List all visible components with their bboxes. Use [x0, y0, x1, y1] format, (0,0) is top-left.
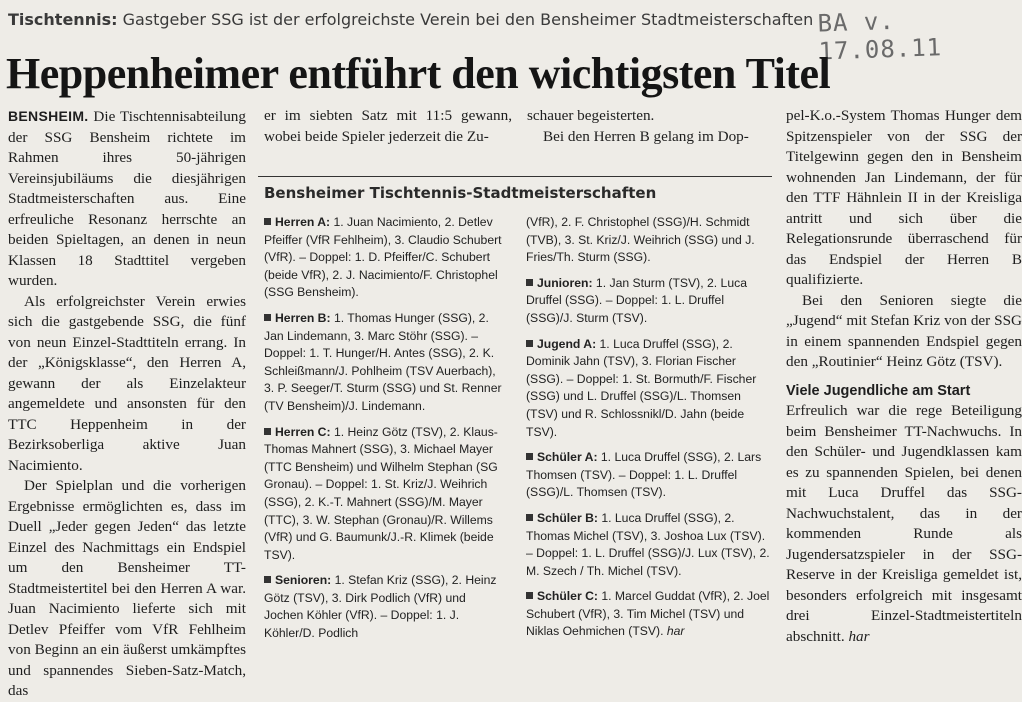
- article-paragraph: [786, 401, 1022, 647]
- result-entry: [264, 310, 508, 416]
- result-text: 1. Thomas Hunger (SSG), 2. Jan Lindemann, 3. Marc Stöhr (SSG). – Doppel: 1. T. Hunger/H. Antes (SSG), 2. K. Schleißmann/J. Pohlheim (TSV Auerbach), 3. P. Seeger/T. Sturm (SSG) und St. Renner (TV Bensheim)/J. Lindemann.: [264, 310, 502, 413]
- subheading: Viele Jugendliche am Start: [786, 382, 971, 399]
- kicker-label: Tischtennis:: [8, 10, 118, 29]
- result-text: 1. Luca Druffel (SSG), 2. Lars Thomsen (TSV). – Doppel: 1. L. Druffel (SSG)/L. Thomsen (TSV).: [526, 450, 762, 500]
- result-category: Senioren:: [275, 573, 332, 588]
- bullet-square-icon: [526, 279, 533, 286]
- bullet-square-icon: [526, 453, 533, 460]
- handwritten-date-stamp: BA v. 17.08.11: [817, 6, 943, 66]
- article-column-3-top: [527, 106, 767, 147]
- article-paragraph: Als erfolgreichster Verein erwies sich die gastgebende SSG, die fünf von neun Einzel-Stadttiteln errang. In der „Königsklasse“, den Herren A, gewann der als Einzelakteur angemeldete und ansonsten für den TTC Heppenheim in der Bezirksoberliga aktive Juan Nacimiento.: [8, 292, 246, 474]
- bullet-square-icon: [526, 340, 533, 347]
- article-paragraph: schauer begeisterten.: [527, 107, 655, 124]
- paragraph-text: Die Tischtennisabteilung der SSG Bensheim richtete im Rahmen ihres 50-jährigen Vereinsjubiläums die diesjährigen Stadtmeisterschaften aus. Eine erfreuliche Resonanz herrschte an beiden Spieltagen, an denen in neun Klassen 18 Stadttitel vergeben wurden.: [8, 108, 246, 289]
- kicker-text: Gastgeber SSG ist der erfolgreichste Verein bei den Bensheimer Stadtmeisterschaften: [122, 10, 814, 29]
- result-entry: [526, 588, 772, 641]
- result-text: 1. Jan Sturm (TSV), 2. Luca Druffel (SSG). – Doppel: 1. L. Druffel (SSG)/J. Sturm (TSV).: [526, 275, 747, 325]
- result-text: 1. Juan Nacimiento, 2. Detlev Pfeiffer (VfR Fehlheim), 3. Claudio Schubert (VfR). – Doppel: 1. D. Pfeiffer/C. Schubert (beide VfR), 2. J. Nacimiento/F. Christophel (SSG Bensheim).: [264, 215, 502, 300]
- bullet-square-icon: [264, 218, 271, 225]
- article-paragraph: pel-K.o.-System Thomas Hunger dem Spitzenspieler von der SSG der Titelgewinn gegen den in Bensheim wohnenden Jan Lindemann, der für den TTF Hähnlein II in der Kreisliga antritt und sich über die Relegationsrunde überraschend für das Endspiel der Herren B qualifizierte.: [786, 107, 1022, 288]
- box-top-rule: [258, 176, 772, 177]
- result-category: Schüler C:: [537, 589, 598, 604]
- bullet-square-icon: [526, 514, 533, 521]
- result-entry: [264, 572, 508, 642]
- article-paragraph: [8, 106, 246, 292]
- results-box: [258, 176, 772, 641]
- result-text: 1. Marcel Guddat (VfR), 2. Joel Schubert (VfR), 3. Tim Michel (TSV) und Niklas Oehmichen (TSV).: [526, 589, 770, 639]
- article-paragraph: Bei den Senioren siegte die „Jugend“ mit Stefan Kriz von der SSG in einem spannenden Endspiel gegen den „Routinier“ Heinz Götz (TSV).: [786, 291, 1022, 370]
- paragraph-text: Erfreulich war die rege Beteiligung beim Bensheimer TT-Nachwuchs. In den Schüler- und Jugendklassen kam es zu spannenden Spielen, bei denen mit Luca Druffel das SSG-Nachwuchstalent, das in der kommenden Runde als Jugendersatzspieler in der SSG-Reserve in der Kreisliga gemeldet ist, besonders erfolgreich mit insgesamt drei Einzel-Stadtmeistertiteln abschnitt.: [786, 402, 1022, 645]
- headline: Heppenheimer entführt den wichtigsten Titel: [6, 49, 831, 98]
- results-column-left: [264, 214, 508, 651]
- result-category: Herren C:: [275, 424, 331, 439]
- result-entry: [526, 336, 772, 442]
- result-entry: [264, 424, 508, 565]
- bullet-square-icon: [526, 592, 533, 599]
- article-paragraph: er im siebten Satz mit 11:5 gewann, wobei beide Spieler jederzeit die Zu-: [264, 107, 512, 145]
- result-entry: [526, 510, 772, 580]
- result-text: 1. Luca Druffel (SSG), 2. Thomas Michel (TSV), 3. Joshoa Lux (TSV). – Doppel: 1. L. Druffel (SSG)/J. Lux (TSV), 2. M. Szech / Th. Michel (TSV).: [526, 510, 770, 578]
- bullet-square-icon: [264, 314, 271, 321]
- result-category: Herren B:: [275, 310, 331, 325]
- bullet-square-icon: [264, 576, 271, 583]
- article-paragraph: Der Spielplan und die vorherigen Ergebnisse ermöglichten es, dass im Duell „Jeder gegen Jeden“ das letzte Einzel des Nachmittags ein Endspiel um den Bensheimer TT-Stadtmeistertitel bei den Herren A war. Juan Nacimiento lieferte sich mit Detlev Pfeiffer vom VfR Fehlheim von Beginn an ein äußerst umkämpftes und spannendes Sieben-Satz-Match, das: [8, 477, 246, 699]
- result-category: Herren A:: [275, 215, 331, 229]
- kicker-line: [8, 10, 813, 29]
- article-column-4: [786, 106, 1022, 647]
- bullet-square-icon: [264, 428, 271, 435]
- results-box-title: Bensheimer Tischtennis-Stadtmeisterschaften: [264, 184, 657, 202]
- author-initials: har: [666, 624, 685, 639]
- dateline: BENSHEIM.: [8, 108, 89, 124]
- result-category: Junioren:: [537, 275, 593, 290]
- result-category: Schüler B:: [537, 510, 598, 525]
- result-entry: [526, 449, 772, 502]
- author-initials: har: [848, 627, 870, 645]
- article-paragraph: Bei den Herren B gelang im Dop-: [543, 127, 749, 145]
- results-column-right: [526, 214, 772, 649]
- article-column-1: [8, 106, 246, 702]
- result-continuation: (VfR), 2. F. Christophel (SSG)/H. Schmidt (TVB), 3. St. Kriz/J. Weihrich (SSG) und J. Fries/Th. Sturm (SSG).: [526, 215, 755, 265]
- result-entry: [526, 275, 772, 328]
- result-text: 1. Heinz Götz (TSV), 2. Klaus-Thomas Mahnert (SSG), 3. Michael Mayer (TTC Bensheim) und Wilhelm Stephan (SG Gronau). – Doppel: 1. St. Kriz/J. Weihrich (SSG), 2. K.-T. Mahnert (SSG)/M. Mayer (TTC), 3. W. Stephan (Gronau)/R. Willems (VfR) und G. Baumunk/J.-R. Klimek (beide TSV).: [264, 424, 498, 562]
- result-category: Schüler A:: [537, 450, 598, 465]
- result-category: Jugend A:: [537, 336, 597, 351]
- result-entry: [264, 214, 508, 302]
- result-text: 1. Stefan Kriz (SSG), 2. Heinz Götz (TSV), 3. Dirk Podlich (VfR) und Jochen Köhler (VfR). – Doppel: 1. J. Köhler/D. Podlich: [264, 573, 497, 641]
- result-text: 1. Luca Druffel (SSG), 2. Dominik Jahn (TSV), 3. Florian Fischer (SSG). – Doppel: 1. St. Bormuth/F. Fischer (SSG) und L. Druffel (SSG)/L. Thomsen (TSV) und R. Schlossnikl/D. Jahn (beide TSV).: [526, 336, 757, 439]
- article-column-2-top: [264, 106, 512, 147]
